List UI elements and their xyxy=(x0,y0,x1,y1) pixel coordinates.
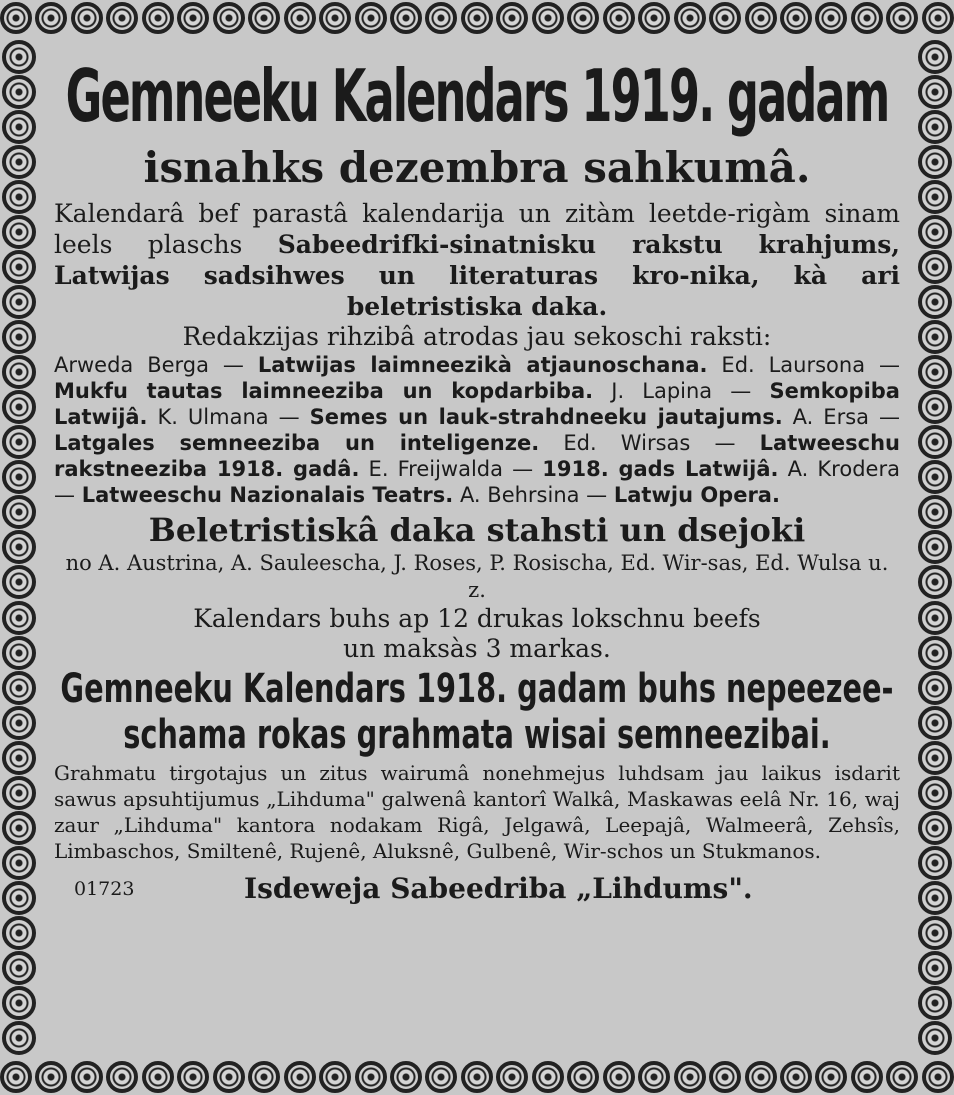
article-author: A. Ersa — xyxy=(792,405,900,429)
price-line-1: Kalendars buhs ap 12 drukas lokschnu beefs xyxy=(193,604,761,633)
second-heading-line-2: schama rokas grahmata wisai semneezibai. xyxy=(123,712,831,758)
article-title: Latwju Opera. xyxy=(613,483,780,507)
ornament-border-top xyxy=(0,2,954,34)
price-line-2: un maksàs 3 markas. xyxy=(343,634,611,663)
article-title: Semes un lauk-strahdneeku jautajums. xyxy=(309,405,783,429)
article-title: Mukfu tautas laimneeziba un kopdarbiba. xyxy=(54,379,594,403)
beletristics-authors: no A. Austrina, A. Sauleescha, J. Roses, P. Rosischa, Ed. Wir-sas, Ed. Wulsa u. z. xyxy=(65,551,889,602)
article-author: K. Ulmana — xyxy=(157,405,300,429)
intro-bold-text: Sabeedrifki-sinatnisku rakstu krahjums, Latwijas sadsihwes un literaturas kro-nika, kà ari beletristiska daka. xyxy=(54,230,900,321)
intro-plain-text: Kalendarâ bef parastâ kalendarija un zitàm leetde-rigàm sinam leels plaschs xyxy=(54,199,900,259)
article-title: Semkopiba Latwijâ. xyxy=(54,379,900,429)
articles-intro: Redakzijas rihzibâ atrodas jau sekoschi raksti: xyxy=(182,322,772,351)
article-author: E. Freijwalda — xyxy=(368,457,534,481)
ad-footer xyxy=(54,872,900,905)
ad-content xyxy=(54,44,900,1049)
article-title: 1918. gads Latwijâ. xyxy=(542,457,779,481)
article-author: A. Krodera — xyxy=(54,457,900,507)
article-title: Latwijas laimneezikà atjaunoschana. xyxy=(257,353,708,377)
intro-paragraph xyxy=(54,198,900,322)
ad-code-number: 01723 xyxy=(74,877,135,900)
beletristics-heading: Beletristiskâ daka stahsti un dsejoki xyxy=(148,511,806,549)
ornament-border-bottom xyxy=(0,1061,954,1093)
articles-list xyxy=(54,352,900,508)
article-title: Latweeschu rakstneeziba 1918. gadâ. xyxy=(54,431,900,481)
ornament-border-left xyxy=(2,40,36,1055)
ad-title: Gemneeku Kalendars 1919. gadam xyxy=(65,54,889,138)
article-title: Latgales semneeziba un inteligenze. xyxy=(54,431,540,455)
article-author: Ed. Wirsas — xyxy=(563,431,736,455)
ornament-border-right xyxy=(918,40,952,1055)
article-author: Arweda Berga — xyxy=(54,353,244,377)
article-title: Latweeschu Nazionalais Teatrs. xyxy=(81,483,454,507)
article-author: J. Lapina — xyxy=(611,379,752,403)
publisher-line: Isdeweja Sabeedriba „Lihdums". xyxy=(244,872,753,905)
ad-subtitle: isnahks dezembra sahkumâ. xyxy=(143,143,811,192)
article-author: A. Behrsina — xyxy=(459,483,608,507)
article-author: Ed. Laursona — xyxy=(721,353,900,377)
orders-paragraph: Grahmatu tirgotajus un zitus wairumâ nonehmejus luhdsam jau laikus isdarit sawus apsuhtijumus „Lihduma" galwenâ kantorî Walkâ, Maskawas eelâ Nr. 16, waj zaur „Lihduma" kantora nodakam Rigâ, Jelgawâ, Leepajâ, Walmeerâ, Zehsîs, Limbaschos, Smiltenê, Rujenê, Aluksnê, Gulbenê, Wir-schos un Stukmanos. xyxy=(54,761,900,863)
second-heading-line-1: Gemneeku Kalendars 1918. gadam buhs nepeezee- xyxy=(60,666,894,712)
